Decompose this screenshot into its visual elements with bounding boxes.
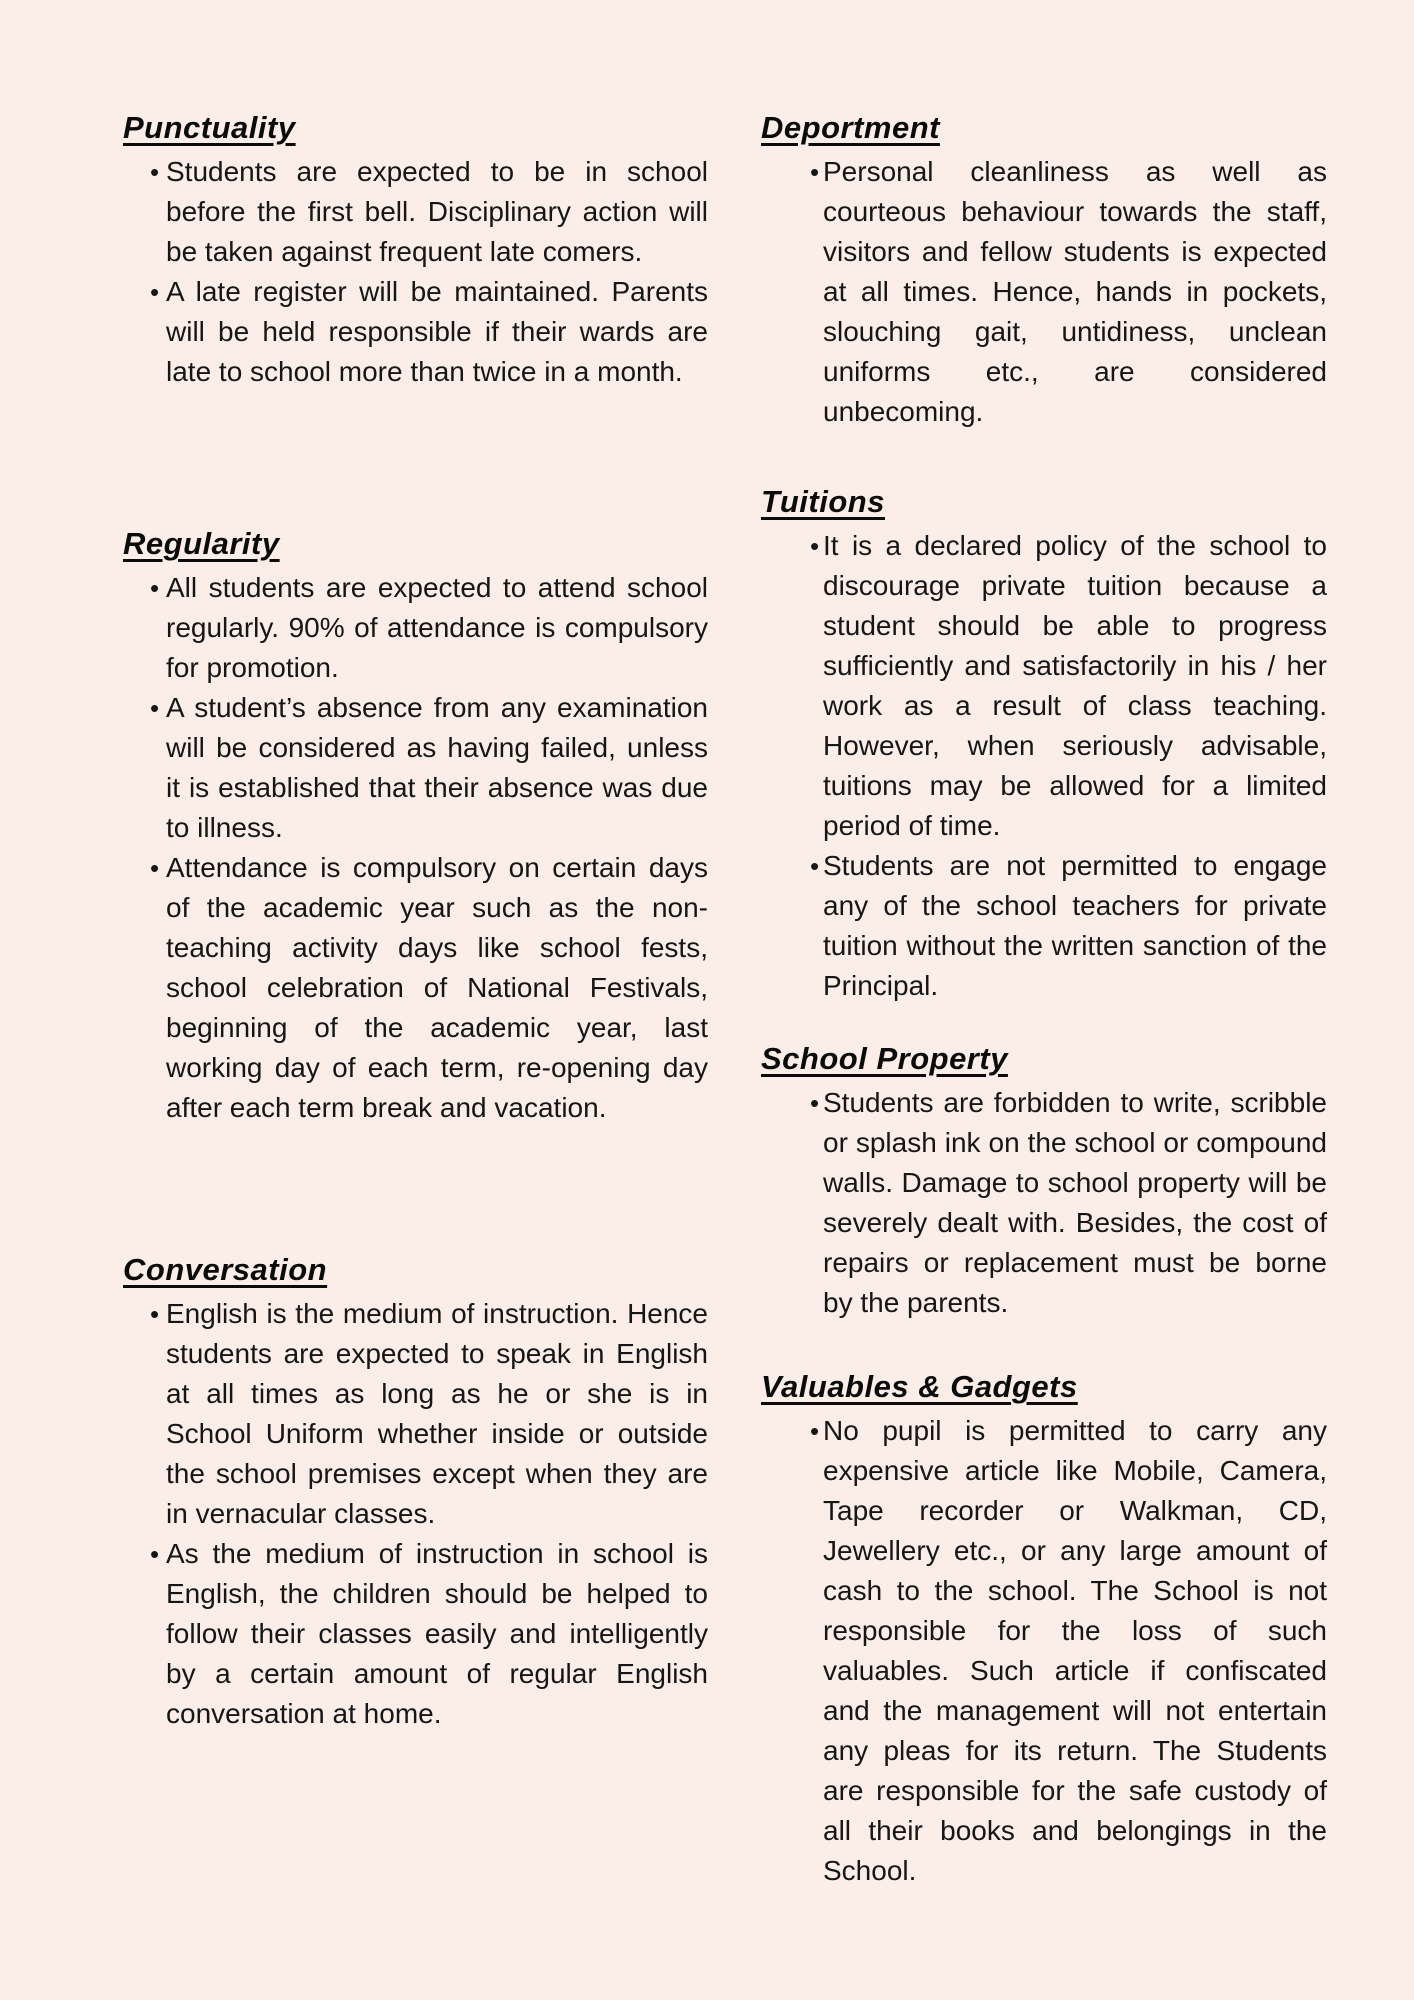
bullet-item <box>123 152 708 272</box>
section-tuitions <box>761 482 1327 1006</box>
bullet-dot-icon <box>150 568 159 608</box>
bullet-dot-icon <box>810 1411 819 1451</box>
bullet-dot-icon <box>810 526 819 566</box>
right-column <box>761 108 1327 1891</box>
bullet-list <box>761 522 1327 1006</box>
heading-valuables-gadgets: Valuables & Gadgets <box>761 1369 1078 1404</box>
section-punctuality <box>123 108 708 392</box>
bullet-dot-icon <box>150 152 159 192</box>
heading-school-property: School Property <box>761 1041 1008 1076</box>
bullet-text: A student’s absence from any examination will be considered as having failed, unless it is established that their absence was due to illness. <box>166 692 708 843</box>
bullet-item <box>761 526 1327 846</box>
bullet-list <box>761 1407 1327 1891</box>
bullet-text: Students are forbidden to write, scribble or splash ink on the school or compound walls. Damage to school property will be severely dealt with. Besides, the cost of repairs or replacement must be borne by the parents. <box>823 1087 1327 1318</box>
bullet-item <box>761 1083 1327 1323</box>
bullet-dot-icon <box>150 1534 159 1574</box>
bullet-dot-icon <box>810 1083 819 1123</box>
section-school-property <box>761 1039 1327 1323</box>
bullet-item <box>123 848 708 1128</box>
heading-regularity: Regularity <box>123 526 280 561</box>
bullet-list <box>123 1290 708 1734</box>
heading-conversation: Conversation <box>123 1252 328 1287</box>
bullet-list <box>761 1079 1327 1323</box>
bullet-dot-icon <box>150 688 159 728</box>
section-deportment <box>761 108 1327 432</box>
bullet-dot-icon <box>150 848 159 888</box>
section-conversation <box>123 1250 708 1734</box>
bullet-item <box>761 846 1327 1006</box>
bullet-list <box>761 148 1327 432</box>
bullet-item <box>123 568 708 688</box>
heading-tuitions: Tuitions <box>761 484 885 519</box>
bullet-dot-icon <box>150 1294 159 1334</box>
heading-deportment: Deportment <box>761 110 940 145</box>
bullet-text: It is a declared policy of the school to discourage private tuition because a student should be able to progress sufficiently and satisfactorily in his / her work as a result of class teaching. However, when seriously advisable, tuitions may be allowed for a limited period of time. <box>823 530 1327 841</box>
bullet-text: Attendance is compulsory on certain days of the academic year such as the non-teaching activity days like school fests, school celebration of National Festivals, beginning of the academic year, last working day of each term, re-opening day after each term break and vacation. <box>166 852 708 1123</box>
bullet-text: A late register will be maintained. Parents will be held responsible if their wards are late to school more than twice in a month. <box>166 276 708 387</box>
bullet-list <box>123 148 708 392</box>
heading-punctuality: Punctuality <box>123 110 296 145</box>
section-valuables-gadgets <box>761 1367 1327 1891</box>
bullet-item <box>123 272 708 392</box>
bullet-text: Students are not permitted to engage any of the school teachers for private tuition without the written sanction of the Principal. <box>823 850 1327 1001</box>
bullet-item <box>761 1411 1327 1891</box>
bullet-text: Personal cleanliness as well as courteous behaviour towards the staff, visitors and fellow students is expected at all times. Hence, hands in pockets, slouching gait, untidiness, unclean uniforms etc., are considered unbecoming. <box>823 156 1327 427</box>
bullet-item <box>761 152 1327 432</box>
bullet-text: As the medium of instruction in school is English, the children should be helped to follow their classes easily and intelligently by a certain amount of regular English conversation at home. <box>166 1538 708 1729</box>
bullet-dot-icon <box>150 272 159 312</box>
bullet-dot-icon <box>810 846 819 886</box>
bullet-text: Students are expected to be in school before the first bell. Disciplinary action will be taken against frequent late comers. <box>166 156 708 267</box>
bullet-text: All students are expected to attend school regularly. 90% of attendance is compulsory for promotion. <box>166 572 708 683</box>
section-regularity <box>123 524 708 1128</box>
bullet-list <box>123 564 708 1128</box>
bullet-item <box>123 1534 708 1734</box>
left-column <box>123 108 708 1734</box>
bullet-text: No pupil is permitted to carry any expensive article like Mobile, Camera, Tape recorder or Walkman, CD, Jewellery etc., or any large amount of cash to the school. The School is not responsible for the loss of such valuables. Such article if confiscated and the management will not entertain any pleas for its return. The Students are responsible for the safe custody of all their books and belongings in the School. <box>823 1415 1327 1886</box>
bullet-text: English is the medium of instruction. Hence students are expected to speak in English at all times as long as he or she is in School Uniform whether inside or outside the school premises except when they are in vernacular classes. <box>166 1298 708 1529</box>
bullet-item <box>123 1294 708 1534</box>
bullet-item <box>123 688 708 848</box>
bullet-dot-icon <box>810 152 819 192</box>
